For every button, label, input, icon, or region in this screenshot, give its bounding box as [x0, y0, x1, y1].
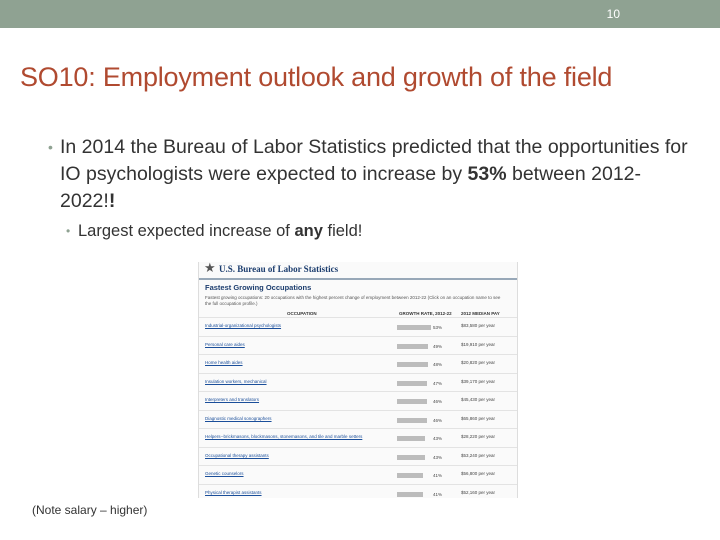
growth-percent: 53% — [433, 325, 443, 330]
growth-percent: 46% — [433, 417, 443, 423]
median-pay: $19,910 per year — [461, 341, 496, 347]
main-bullet — [48, 134, 688, 215]
top-accent-bar — [0, 0, 720, 28]
column-header-occupation: OCCUPATION — [287, 311, 317, 316]
growth-bar — [397, 399, 427, 404]
median-pay: $20,820 per year — [461, 360, 496, 365]
growth-bar — [397, 418, 427, 423]
table-row — [199, 317, 517, 336]
growth-bar — [397, 381, 427, 386]
table-row — [199, 336, 517, 355]
occupation-link[interactable]: Interpreters and translators — [205, 397, 260, 402]
occupation-link[interactable]: Home health aides — [205, 360, 243, 365]
occupation-link[interactable]: Diagnostic medical sonographers — [205, 415, 272, 421]
growth-percent: 49% — [433, 343, 443, 349]
occupation-link[interactable]: Industrial-organizational psychologists — [205, 323, 282, 328]
bls-star-icon: ★ — [204, 260, 216, 275]
median-pay: $39,170 per year — [461, 378, 496, 384]
salary-note: (Note salary – higher) — [32, 503, 148, 517]
sub-bullet-emphasis: any — [294, 222, 323, 240]
column-header-growth: GROWTH RATE, 2012-22 — [399, 311, 452, 316]
occupation-link[interactable]: Genetic counselors — [205, 471, 244, 476]
sub-bullet-end: field! — [322, 222, 363, 240]
main-bullet-percent: 53% — [467, 163, 507, 185]
bls-header-divider — [199, 278, 517, 280]
occupation-link[interactable]: Helpers--brickmasons, blockmasons, stonemasons, and tile and marble setters — [205, 434, 363, 439]
growth-bar — [397, 362, 428, 367]
table-row — [199, 373, 517, 392]
bls-table-title: Fastest Growing Occupations — [205, 283, 312, 292]
median-pay: $53,240 per year — [461, 452, 496, 458]
occupation-link[interactable]: Personal care aides — [205, 341, 245, 347]
sub-bullet-text: Largest expected increase of — [78, 222, 295, 240]
table-row — [199, 465, 517, 484]
growth-percent: 43% — [433, 436, 443, 441]
bls-table-rows — [199, 317, 517, 502]
table-row — [199, 447, 517, 466]
main-bullet-text: In 2014 the Bureau of Labor Statistics predicted that the opportunities for IO psychologists were expected to increase by — [60, 136, 688, 185]
table-row — [199, 391, 517, 410]
column-header-pay: 2012 MEDIAN PAY — [461, 311, 500, 316]
slide-number: 10 — [606, 7, 620, 21]
growth-bar — [397, 473, 423, 478]
growth-percent: 41% — [433, 491, 443, 497]
bls-agency-name: U.S. Bureau of Labor Statistics — [219, 264, 339, 274]
bullet-list — [48, 134, 688, 243]
median-pay: $52,160 per year — [461, 489, 496, 495]
bls-header — [199, 262, 517, 278]
median-pay: $28,220 per year — [461, 434, 496, 439]
median-pay: $83,580 per year — [461, 323, 496, 328]
growth-percent: 48% — [433, 362, 443, 367]
occupation-link[interactable]: Insulation workers, mechanical — [205, 378, 267, 384]
growth-percent: 43% — [433, 454, 443, 460]
table-row — [199, 354, 517, 373]
median-pay: $56,800 per year — [461, 471, 496, 476]
growth-bar — [397, 455, 425, 460]
growth-bar — [397, 325, 431, 330]
occupation-link[interactable]: Physical therapist assistants — [205, 489, 262, 495]
occupation-link[interactable]: Occupational therapy assistants — [205, 452, 269, 458]
table-row — [199, 410, 517, 429]
growth-percent: 46% — [433, 399, 443, 404]
table-row — [199, 428, 517, 447]
growth-percent: 41% — [433, 473, 443, 478]
growth-bar — [397, 344, 428, 349]
bls-screenshot — [198, 262, 518, 498]
growth-bar — [397, 436, 425, 441]
table-row — [199, 484, 517, 503]
slide-title: SO10: Employment outlook and growth of the field — [20, 62, 613, 92]
median-pay: $45,430 per year — [461, 397, 496, 402]
sub-bullet — [66, 219, 688, 243]
growth-bar — [397, 492, 423, 497]
main-bullet-period: between 2012-2022! — [60, 163, 642, 212]
main-bullet-emphasis: ! — [108, 190, 116, 212]
growth-percent: 47% — [433, 380, 443, 386]
median-pay: $65,860 per year — [461, 415, 496, 421]
bls-table-description: Fastest growing occupations: 20 occupations with the highest percent change of employment between 2012-22 (Click on an occupation name to see the full occupation profile.) — [205, 295, 501, 306]
